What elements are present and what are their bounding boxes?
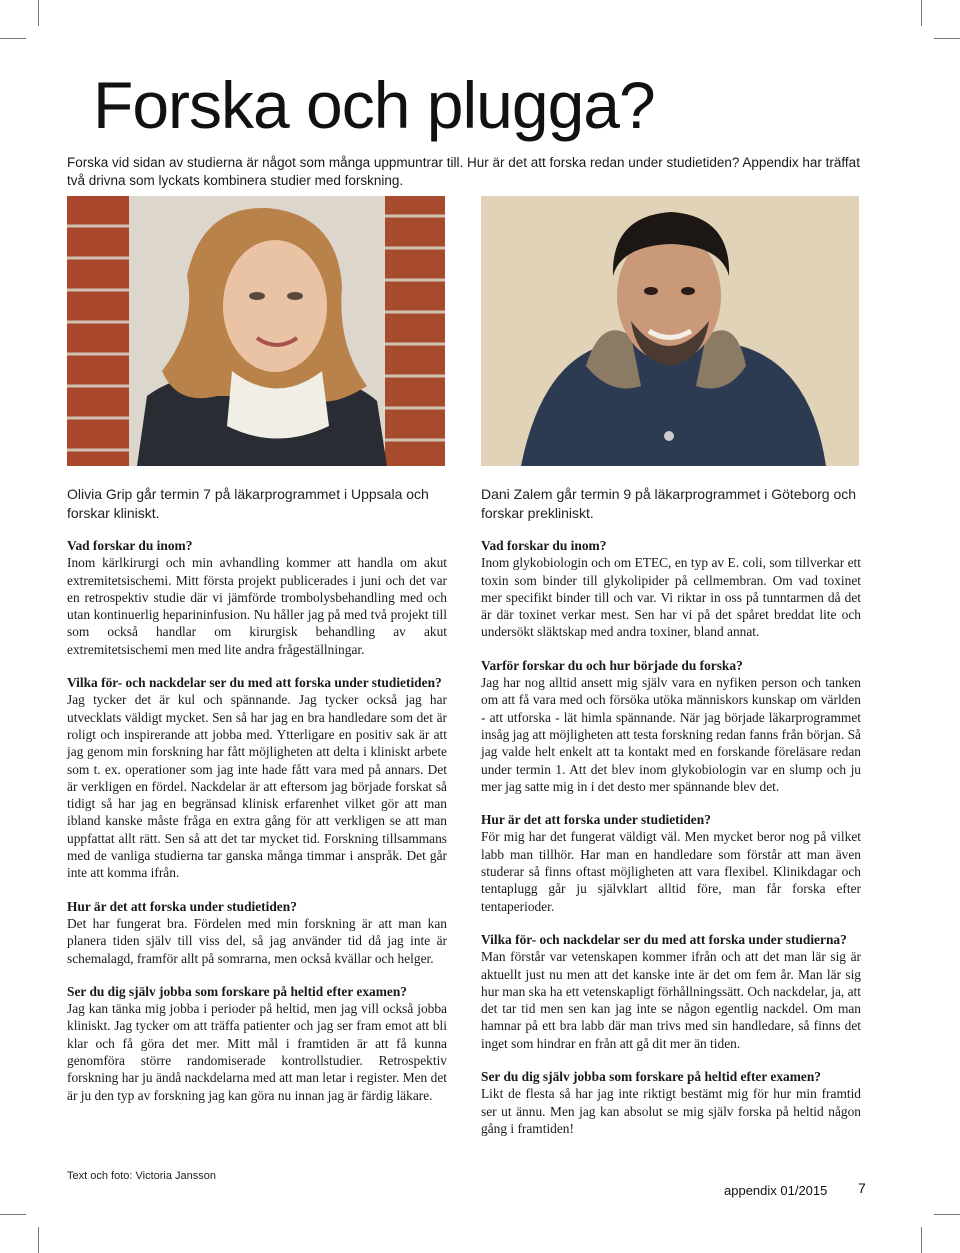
interview-answer: För mig har det fungerat väldigt väl. Men mycket beror nog på vilket labb man tillhör. Har man en handledare som förstår att man även studerar så finns oftast möjligheten att vara flexibel. Klinikdagar och tentaplugg går ju självklart alltid före, man får forska efter tentaperioder. [481, 829, 861, 914]
crop-mark [0, 1214, 26, 1215]
interview-answer: Inom kärlkirurgi och min avhandling kommer att handla om akut extremitetsischemi. Mitt första projekt publicerades i juni och det var en retrospektiv studie där vi jämförde trombolysbehandling med och utan kontinuerlig heparininfusion. Nu håller jag på med två projekt till som också handlar om kirurgisk behandling av akut extremitetsischemi men med lite andra frågeställningar. [67, 555, 447, 657]
page-title: Forska och plugga? [93, 68, 655, 142]
portrait-photo-dani [481, 196, 859, 466]
portrait-photo-olivia [67, 196, 445, 466]
interview-question: Vilka för- och nackdelar ser du med att forska under studietiden? [67, 675, 442, 691]
interview-column-olivia [67, 537, 447, 1120]
interview-question: Hur är det att forska under studietiden? [67, 898, 297, 914]
photo-caption-dani: Dani Zalem går termin 9 på läkarprogrammet i Göteborg och forskar prekliniskt. [481, 486, 857, 521]
crop-mark [0, 38, 26, 39]
interview-question: Vad forskar du inom? [481, 538, 607, 553]
crop-mark [38, 1227, 39, 1253]
interview-question: Ser du dig själv jobba som forskare på heltid efter examen? [67, 983, 407, 999]
interview-answer: Jag har nog alltid ansett mig själv vara en nyfiken person och tanken om att få vara med och försöka utöka människors kunskap om världen - att utforska - lät himla spännande. När jag började läkarprogrammet insåg jag att möjligheten att testa forskning redan fanns från början. Så jag valde helt enkelt att ta kontakt med en forskande föreläsare redan under termin 1. Att det blev inom glykobiologin var en slump och ju mer jag satte mig in i det desto mer spännande blev det. [481, 675, 861, 794]
interview-question: Varför forskar du och hur började du forska? [481, 657, 743, 673]
interview-answer: Inom glykobiologin och om ETEC, en typ av E. coli, som tillverkar ett toxin som binder till glykolipider på cellmembran. Om vad toxinet mer specifikt binder till och var. Vi riktar in oss på tunntarmen då det är där toxinet verkar mest. Sen har vi på det spåret breddat lite och undersökt släktskap med andra toxiner, bland annat. [481, 555, 861, 640]
article-intro: Forska vid sidan av studierna är något som många uppmuntrar till. Hur är det att forska redan under studietiden? Appendix har träffat två drivna som lyckats kombinera studier med forskning. [67, 155, 860, 188]
interview-question: Ser du dig själv jobba som forskare på heltid efter examen? [481, 1069, 821, 1085]
page-number: 7 [858, 1180, 866, 1196]
interview-answer: Det har fungerat bra. Fördelen med min forskning är att man kan planera tiden själv till viss del, så jag använder tid då jag inte är schemalagd, framför allt på somrarna, men också kvällar och helger. [67, 915, 447, 966]
interview-question: Hur är det att forska under studietiden? [481, 812, 711, 828]
interview-column-dani [481, 537, 861, 1153]
photo-caption-olivia: Olivia Grip går termin 7 på läkarprogrammet i Uppsala och forskar kliniskt. [67, 486, 429, 521]
crop-mark [921, 1227, 922, 1253]
interview-question: Vad forskar du inom? [67, 538, 193, 553]
interview-answer: Jag kan tänka mig jobba i perioder på heltid, men jag vill också jobba kliniskt. Jag tycker om att träffa patienter och jag ser fram emot att bli klar och få göra det mer. Mitt mål i framtiden är att få kunna genomföra större randomiserade kontrollstudier. Retrospektiv forskning har ju ändå nackdelarna med att man letar i register. Men det är ju den typ av forskning jag kan göra nu innan jag är färdig läkare. [67, 1001, 447, 1103]
crop-mark [921, 0, 922, 26]
crop-mark [934, 1214, 960, 1215]
magazine-issue: appendix 01/2015 [724, 1183, 828, 1198]
crop-mark [38, 0, 39, 26]
interview-answer: Likt de flesta så har jag inte riktigt bestämt mig för hur min framtid ser ut ännu. Men jag kan absolut se mig själv forska på heltid någon gång i framtiden! [481, 1086, 861, 1136]
interview-answer: Man förstår var vetenskapen kommer ifrån och att det man lär sig är aktuellt just nu men att det kanske inte är det om fem år. Man lär sig hur man ska ha ett vetenskapligt förhållningssätt. Och nackdelar, ja, att det tar tid men sen kan jag inte se någon egentlig nackdel. Om man hamnar på ett bra labb där man trivs med sin handledare, så finns det inget som hindrar en från att gå dit mer än tiden. [481, 949, 861, 1051]
photo-credit: Text och foto: Victoria Jansson [67, 1170, 216, 1182]
interview-question: Vilka för- och nackdelar ser du med att forska under studierna? [481, 931, 847, 947]
crop-mark [934, 38, 960, 39]
interview-answer: Jag tycker det är kul och spännande. Jag tycker också jag har utvecklats väldigt mycket. Sen så har jag en bra handledare som det är roligt och inspirerande att jobba med. Ytterligare en positiv sak är att jag genom min forskning har fått möjligheten att delta i kliniskt arbete som t. ex. operationer som jag inte hade fått vara med på annars. Det är verkligen en fördel. Nackdelar är att eftersom jag började forskat så tidigt så har jag en begränsad klinisk erfarenhet vilket gör att man ibland kanske måste fråga en extra gång för att verkligen se att man uppfattat allt rätt. Sen så att det tar mycket tid. Forskning tillsammans med de vanliga studierna tar ganska många timmar i anspråk. Det går inte att komma ifrån. [67, 692, 447, 881]
